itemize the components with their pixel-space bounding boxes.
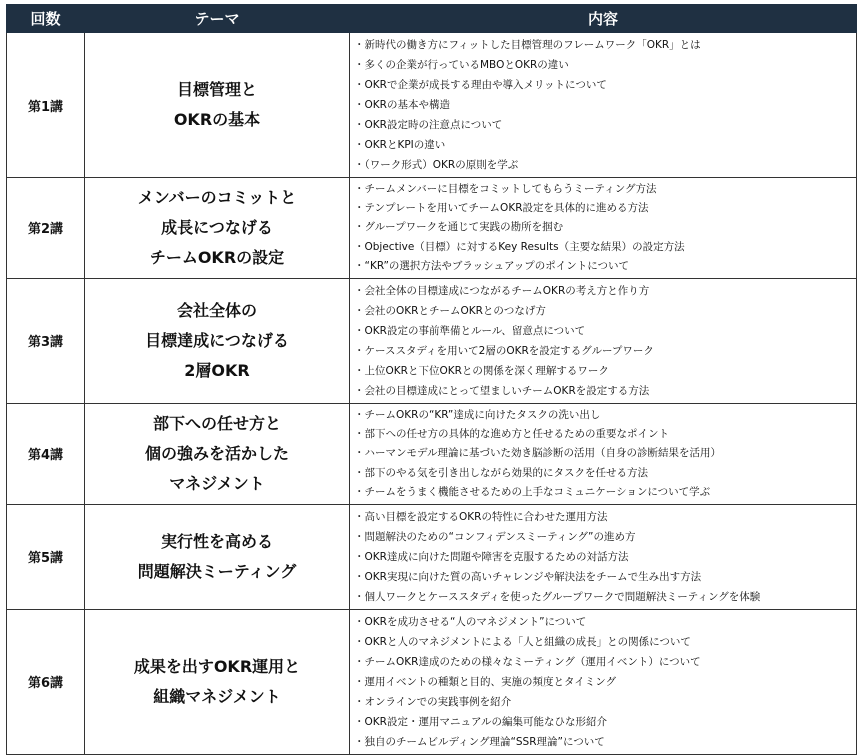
content-cell	[350, 178, 857, 279]
round-cell: 第1講	[7, 33, 85, 178]
content-item: ・チームメンバーに目標をコミットしてもらうミーティング方法	[354, 183, 657, 195]
content-item: ・新時代の働き方にフィットした目標管理のフレームワーク「OKR」とは	[354, 39, 701, 51]
content-item: ・OKR設定・運用マニュアルの編集可能なひな形紹介	[354, 715, 608, 728]
content-item: ・会社全体の目標達成につながるチームOKRの考え方と作り方	[354, 284, 650, 297]
content-item: ・“KR”の選択方法やブラッシュアップのポイントについて	[354, 259, 630, 272]
theme-line: 問題解決ミーティング	[137, 561, 297, 581]
theme-line: 会社全体の	[176, 300, 257, 320]
theme-cell	[85, 504, 350, 609]
content-cell	[350, 278, 857, 403]
table-row	[7, 33, 857, 178]
theme-line: 目標管理と	[176, 80, 257, 99]
theme-cell	[85, 178, 350, 279]
content-item: ・OKRの基本や構造	[354, 99, 450, 111]
content-item: ・会社のOKRとチームOKRとのつなげ方	[354, 304, 546, 317]
content-item: ・OKR設定時の注意点について	[354, 119, 503, 131]
content-item: ・多くの企業が行っているMBOとOKRの違い	[354, 59, 569, 71]
table-row	[7, 504, 857, 609]
theme-line: 2層OKR	[184, 360, 250, 380]
content-cell	[350, 504, 857, 609]
theme-line: マネジメント	[169, 473, 265, 493]
content-item: ・運用イベントの種類と目的、実施の頻度とタイミング	[354, 675, 617, 688]
content-item: ・グループワークを通じて実践の勘所を掴む	[354, 221, 564, 234]
content-item: ・独自のチームビルディング理論“SSR理論”について	[354, 735, 605, 748]
theme-cell	[85, 278, 350, 403]
content-item: ・チームOKRの“KR”達成に向けたタスクの洗い出し	[354, 408, 601, 421]
content-item: ・チームをうまく機能させるための上手なコミュニケーションについて学ぶ	[354, 485, 711, 498]
theme-line: 部下への任せ方と	[152, 413, 281, 433]
table-row	[7, 609, 857, 754]
content-item: ・個人ワークとケーススタディを使ったグループワークで問題解決ミーティングを体験	[354, 590, 761, 603]
content-item: ・部下への任せ方の具体的な進め方と任せるための重要なポイント	[354, 428, 669, 441]
content-item: ・部下のやる気を引き出しながら効果的にタスクを任せる方法	[354, 466, 648, 479]
round-cell: 第2講	[7, 178, 85, 279]
header-row	[7, 5, 857, 33]
content-item: ・OKRと人のマネジメントによる「人と組織の成長」との関係について	[354, 635, 691, 648]
theme-line: チームOKRの設定	[149, 247, 285, 267]
theme-line: 成果を出すOKR運用と	[133, 656, 301, 676]
theme-line: 目標達成につなげる	[145, 330, 289, 350]
theme-cell	[85, 33, 350, 178]
theme-cell	[85, 403, 350, 504]
content-item: ・Objective（目標）に対するKey Results（主要な結果）の設定方法	[354, 240, 685, 253]
content-item: ・ハーマンモデル理論に基づいた効き脳診断の活用（自身の診断結果を活用）	[354, 447, 721, 460]
table-row	[7, 178, 857, 279]
content-item: ・上位OKRと下位OKRとの関係を深く理解するワーク	[354, 364, 609, 377]
content-item: ・（ワーク形式）OKRの原則を学ぶ	[354, 159, 519, 171]
header-content: 内容	[350, 5, 857, 33]
content-item: ・会社の目標達成にとって望ましいチームOKRを設定する方法	[354, 384, 650, 397]
content-item: ・OKR達成に向けた問題や障害を克服するための対話方法	[354, 550, 629, 563]
table-row	[7, 278, 857, 403]
content-item: ・OKRで企業が成長する理由や導入メリットについて	[354, 79, 607, 91]
content-cell	[350, 609, 857, 754]
content-item: ・チームOKR達成のための様々なミーティング（運用イベント）について	[354, 655, 701, 668]
content-item: ・テンプレートを用いてチームOKR設定を具体的に進める方法	[354, 202, 649, 215]
theme-line: OKRの基本	[173, 110, 261, 129]
round-cell: 第5講	[7, 504, 85, 609]
content-item: ・OKRとKPIの違い	[354, 139, 446, 151]
theme-line: メンバーのコミットと	[137, 187, 297, 207]
curriculum-table	[6, 4, 857, 755]
content-item: ・ケーススタディを用いて2層のOKRを設定するグループワーク	[354, 344, 654, 357]
theme-line: 実行性を高める	[160, 531, 273, 551]
theme-line: 成長につなげる	[161, 217, 273, 237]
header-theme: テーマ	[85, 5, 350, 33]
content-item: ・OKR設定の事前準備とルール、留意点について	[354, 324, 586, 337]
content-cell	[350, 33, 857, 178]
round-cell: 第6講	[7, 609, 85, 754]
theme-line: 組織マネジメント	[153, 686, 281, 706]
theme-cell	[85, 609, 350, 754]
round-cell: 第4講	[7, 403, 85, 504]
table-row	[7, 403, 857, 504]
round-cell: 第3講	[7, 278, 85, 403]
content-item: ・OKR実現に向けた質の高いチャレンジや解決法をチームで生み出す方法	[354, 570, 702, 583]
header-round: 回数	[7, 5, 85, 33]
content-cell	[350, 403, 857, 504]
content-item: ・問題解決のための“コンフィデンスミーティング”の進め方	[354, 530, 636, 543]
curriculum-table-wrapper	[6, 4, 856, 755]
content-item: ・OKRを成功させる“人のマネジメント”について	[354, 615, 587, 628]
content-item: ・オンラインでの実践事例を紹介	[354, 695, 512, 708]
content-item: ・高い目標を設定するOKRの特性に合わせた運用方法	[354, 510, 608, 523]
theme-line: 個の強みを活かした	[144, 443, 289, 463]
